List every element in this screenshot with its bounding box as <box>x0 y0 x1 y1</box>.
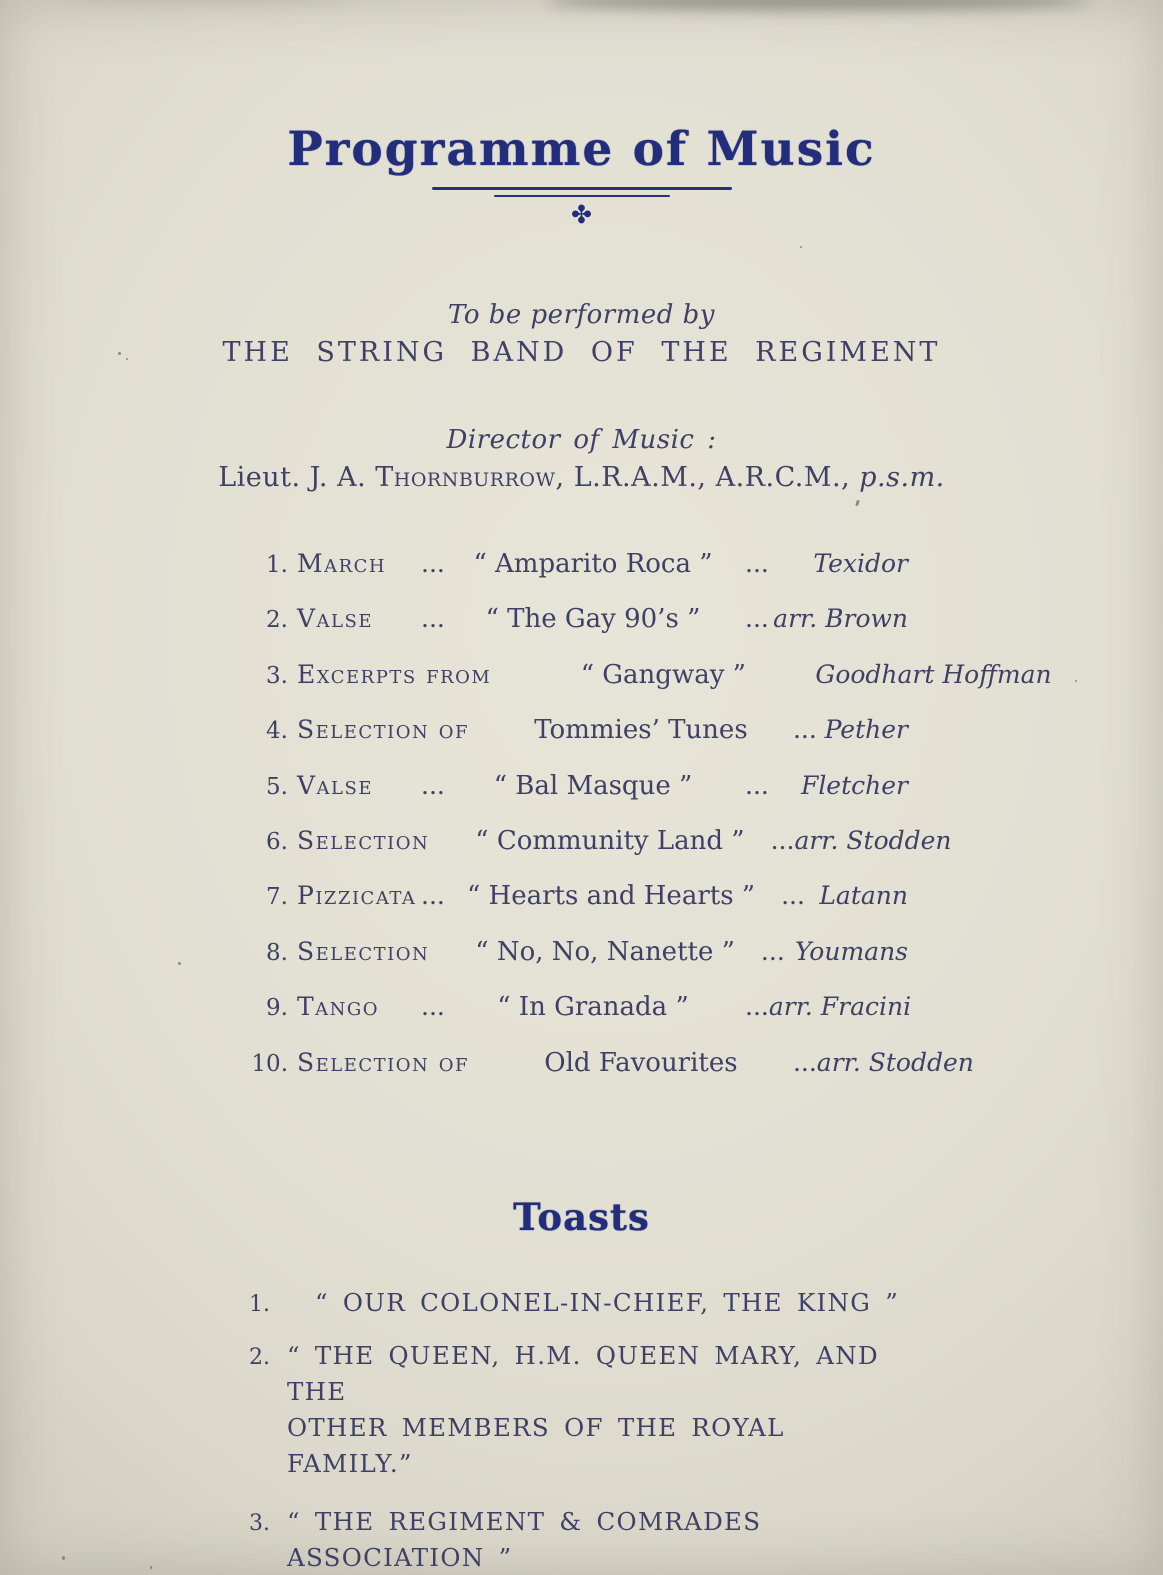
programme-item-composer: Fletcher <box>800 770 908 800</box>
toast-row <box>242 1285 914 1321</box>
paper-speck <box>178 962 181 965</box>
toast-row <box>242 1338 914 1482</box>
programme-item-dots-right: ... <box>745 549 769 578</box>
programme-item-type: Selection <box>297 825 430 855</box>
paper-speck <box>1075 680 1077 682</box>
programme-item-dots-left: ... <box>421 881 445 911</box>
programme-item-type: Selection of <box>297 1047 469 1077</box>
director-name-line <box>0 462 1163 493</box>
performed-by-line: To be performed by <box>448 300 715 330</box>
programme-item-number: 10. <box>251 1050 288 1077</box>
programme-list <box>250 549 1052 1103</box>
programme-item-composer: Texidor <box>813 549 908 578</box>
programme-item-composer: arr. Stodden <box>816 1047 974 1077</box>
programme-row <box>250 715 908 770</box>
programme-item-number: 6. <box>266 828 288 855</box>
programme-row <box>250 659 1052 715</box>
toast-number: 2. <box>249 1344 270 1370</box>
programme-item-dots-right: ... <box>781 881 805 911</box>
fleuron-ornament-icon: ✤ <box>571 200 592 229</box>
programme-item-number: 5. <box>266 773 288 800</box>
programme-item-title: “ The Gay 90’s ” <box>485 604 701 635</box>
toast-text <box>287 1338 914 1482</box>
paper-speck <box>855 500 860 507</box>
programme-item-number: 2. <box>266 607 288 634</box>
programme-item-title: “ Bal Masque ” <box>493 770 693 801</box>
director-psm: p.s.m. <box>859 462 945 493</box>
page-title: Programme of Music <box>287 122 876 177</box>
programme-item-type: Pizzicata <box>297 881 417 911</box>
toast-number: 3. <box>249 1510 270 1536</box>
programme-item-dots-right: ... <box>760 936 785 966</box>
programme-item-type: Selection of <box>297 715 469 745</box>
programme-item-type: Valse <box>297 604 373 634</box>
programme-item-dots-left: ... <box>421 770 445 800</box>
programme-row <box>250 604 908 659</box>
programme-row <box>250 881 908 936</box>
programme-item-title: “ Community Land ” <box>475 825 745 856</box>
programme-item-dots-left: ... <box>421 549 445 578</box>
director-surname: Thornburrow <box>375 462 556 493</box>
programme-item-type: Valse <box>297 770 373 800</box>
programme-row <box>250 825 952 881</box>
programme-item-dots-right: ... <box>792 715 817 745</box>
programme-item-title: Old Favourites <box>544 1047 738 1078</box>
toast-number: 1. <box>249 1291 270 1317</box>
programme-item-dots-right: ... <box>770 825 795 855</box>
paper-speck <box>150 1566 152 1569</box>
programme-row <box>250 937 908 992</box>
programme-item-composer: Youmans <box>794 936 908 966</box>
title-rule-short <box>494 195 670 197</box>
programme-item-dots-left: ... <box>421 992 445 1022</box>
toast-text: “ THE REGIMENT & COMRADES ASSOCIATION ” <box>287 1506 762 1572</box>
paper-speck <box>126 358 128 360</box>
director-name-prefix: Lieut. J. A. <box>218 462 376 493</box>
title-rule-long <box>432 187 732 190</box>
programme-item-title: “ Amparito Roca ” <box>473 549 713 579</box>
programme-item-number: 4. <box>266 718 288 745</box>
programme-item-type: Selection <box>297 936 430 966</box>
programme-item-dots-right: ... <box>745 770 769 800</box>
programme-item-title: Tommies’ Tunes <box>534 715 748 746</box>
programme-item-composer: arr. Brown <box>773 604 908 634</box>
band-name-line: THE STRING BAND OF THE REGIMENT <box>222 337 941 368</box>
programme-item-composer: arr. Fracini <box>768 992 912 1022</box>
programme-item-dots-left: ... <box>421 604 445 634</box>
director-of-music-label: Director of Music : <box>446 425 717 455</box>
programme-row <box>250 992 912 1047</box>
programme-item-title: “ No, No, Nanette ” <box>475 936 735 967</box>
programme-item-type: Tango <box>297 992 380 1022</box>
programme-row <box>250 771 908 826</box>
programme-item-number: 1. <box>266 552 288 578</box>
programme-item-title: “ Hearts and Hearts ” <box>467 881 756 912</box>
toast-text-line2: OTHER MEMBERS OF THE ROYAL FAMILY.” <box>287 1412 785 1478</box>
programme-item-title: “ Gangway ” <box>580 659 746 690</box>
programme-item-number: 9. <box>266 995 288 1022</box>
programme-item-dots-right: ... <box>792 1047 817 1077</box>
programme-item-dots-right: ... <box>745 604 769 634</box>
programme-item-composer: Pether <box>824 715 908 745</box>
toast-text-line1: “ THE QUEEN, H.M. QUEEN MARY, AND THE <box>287 1340 879 1406</box>
programme-item-number: 8. <box>266 939 288 966</box>
toast-text: “ OUR COLONEL-IN-CHIEF, THE KING ” <box>315 1287 900 1317</box>
programme-item-dots-right: ... <box>745 992 769 1022</box>
programme-item-title: “ In Granada ” <box>497 992 689 1023</box>
toast-row <box>242 1504 914 1575</box>
paper-speck <box>62 1556 65 1560</box>
toasts-heading: Toasts <box>513 1194 650 1239</box>
paper-speck <box>118 352 121 355</box>
toasts-list <box>242 1285 914 1575</box>
programme-row <box>250 549 908 604</box>
programme-item-number: 3. <box>266 662 288 689</box>
programme-item-type: March <box>297 549 387 578</box>
programme-item-type: Excerpts from <box>297 659 492 689</box>
programme-item-composer: Goodhart Hoffman <box>815 659 1052 689</box>
programme-item-number: 7. <box>266 884 288 911</box>
paper-speck <box>800 246 802 248</box>
programme-row <box>250 1047 974 1103</box>
director-honours: , L.R.A.M., A.R.C.M., <box>555 462 860 493</box>
programme-item-composer: Latann <box>819 881 908 911</box>
programme-item-composer: arr. Stodden <box>794 825 952 855</box>
